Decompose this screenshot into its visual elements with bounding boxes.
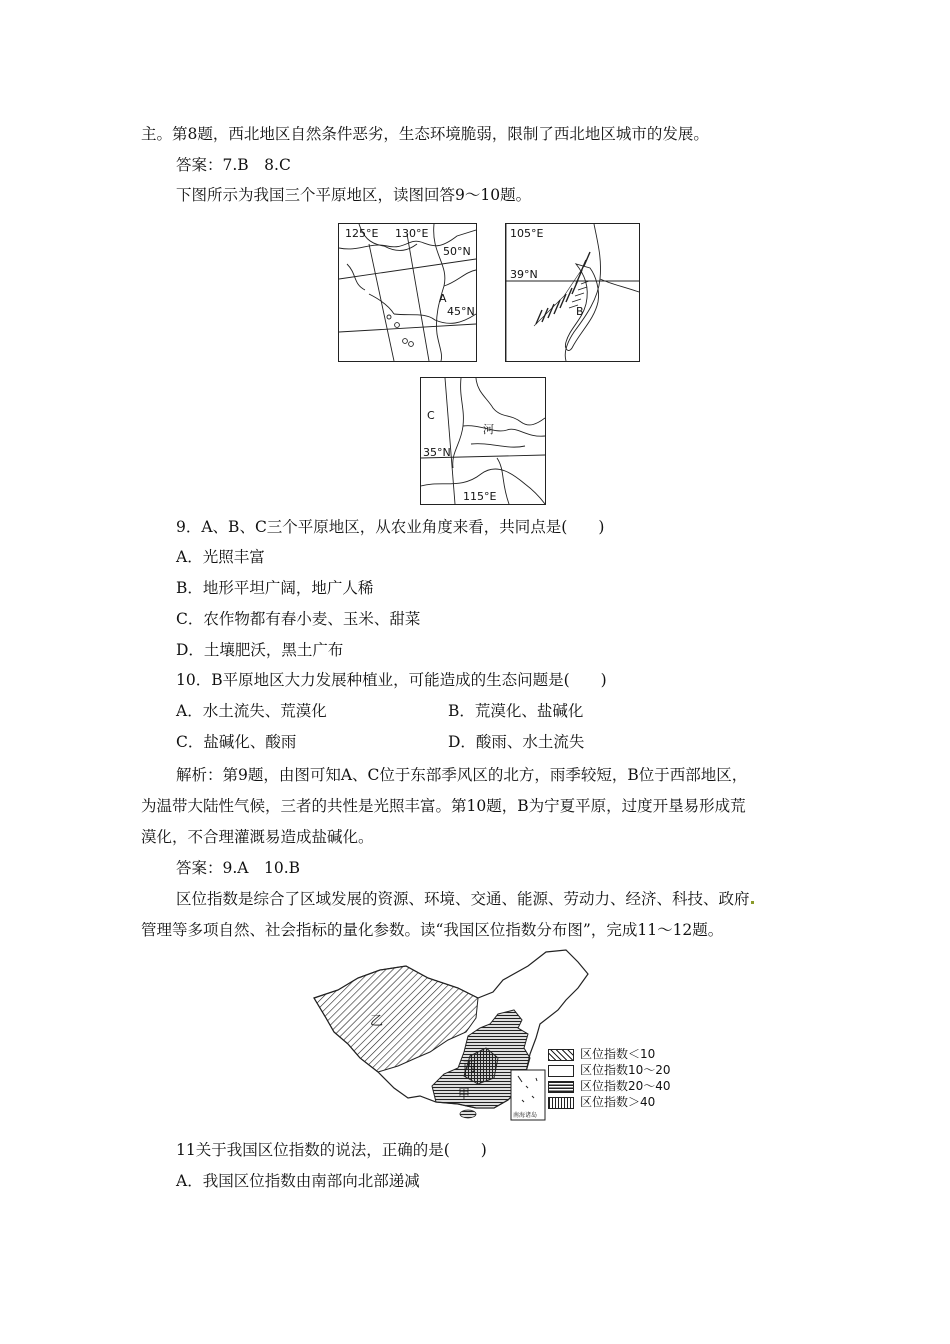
point-label-b: B [576,305,584,318]
option-10b: B．荒漠化、盐碱化 [448,702,584,720]
region-label-jia: 甲 [458,1087,471,1101]
option-10c: C．盐碱化、酸雨 [176,733,297,751]
river [497,458,509,504]
longitude-line [445,378,455,504]
paragraph-line-1 [176,889,754,909]
question-11: 11关于我国区位指数的说法，正确的是( ) [176,1141,487,1159]
paragraph-text: 区位指数是综合了区域发展的资源、环境、交通、能源、劳动力、经济、科技、政府 [176,890,750,908]
inset-label: 南海诸岛 [513,1112,538,1119]
question-10: 10．B平原地区大力发展种植业，可能造成的生态问题是( ) [176,671,607,689]
dot-mark [751,901,754,904]
plain-map-c [420,377,546,505]
legend-label: 区位指数10～20 [580,1063,671,1077]
river-label: 河 [483,423,494,436]
plain-map-a [338,223,477,362]
point-label-a: A [439,292,447,305]
legend-label: 区位指数＜10 [580,1047,656,1061]
plain-map-b [505,223,640,362]
option-11a: A．我国区位指数由南部向北部递减 [176,1172,420,1190]
lon-label-125: 125°E [345,227,379,240]
answer-9-10: 答案：9.A 10.B [176,859,301,877]
option-10a: A．水土流失、荒漠化 [176,702,327,720]
lon-label-105: 105°E [510,227,544,240]
hainan-island [460,1110,476,1118]
option-9b: B．地形平坦广阔，地广人稀 [176,579,374,597]
longitude-line [369,244,394,361]
legend-label: 区位指数20～40 [580,1079,671,1093]
latitude-line [339,324,476,332]
paragraph-line-2: 管理等多项自然、社会指标的量化参数。读“我国区位指数分布图”，完成11～12题。 [141,921,724,939]
analysis-line-3: 漠化，不合理灌溉易造成盐碱化。 [141,828,374,846]
china-location-index-map [308,948,688,1128]
lon-label-115: 115°E [463,490,497,503]
option-9a: A．光照丰富 [176,548,265,566]
legend-label: 区位指数＞40 [580,1095,656,1109]
point-label-c: C [427,409,435,422]
river [444,270,476,286]
map-legend [548,1048,688,1112]
legend-swatch [548,1097,574,1109]
answer-7-8: 答案：7.B 8.C [176,156,291,174]
option-9d: D．土壤肥沃，黑土广布 [176,641,344,659]
region-label-bing: 丙 [463,1060,477,1075]
option-10d: D．酸雨、水土流失 [448,733,585,751]
lon-label-130: 130°E [395,227,429,240]
lat-label-39: 39°N [510,268,538,281]
lat-label-35: 35°N [423,446,451,459]
figure-intro: 下图所示为我国三个平原地区，读图回答9～10题。 [176,186,532,204]
river [476,378,545,425]
river [463,423,545,436]
legend-swatch [548,1049,574,1061]
map-c-drawing [421,378,545,504]
legend-swatch [548,1065,574,1077]
river [471,444,525,447]
analysis-line-1: 解析：第9题，由图可知A、C位于东部季风区的北方，雨季较短，B位于西部地区， [176,766,748,784]
legend-swatch [548,1081,574,1093]
question-9: 9．A、B、C三个平原地区，从农业角度来看，共同点是( ) [176,518,605,536]
analysis-line-2: 为温带大陆性气候，三者的共性是光照丰富。第10题，B为宁夏平原，过度开垦易形成荒 [141,797,746,815]
lat-label-45: 45°N [447,305,475,318]
latitude-line [339,259,476,279]
river [453,378,464,468]
map-b-drawing [506,224,639,361]
lat-label-50: 50°N [443,245,471,258]
text-line: 主。第8题，西北地区自然条件恶劣，生态环境脆弱，限制了西北地区城市的发展。 [141,125,709,143]
option-9c: C．农作物都有春小麦、玉米、甜菜 [176,610,421,628]
region-label-yi: 乙 [370,1014,384,1029]
